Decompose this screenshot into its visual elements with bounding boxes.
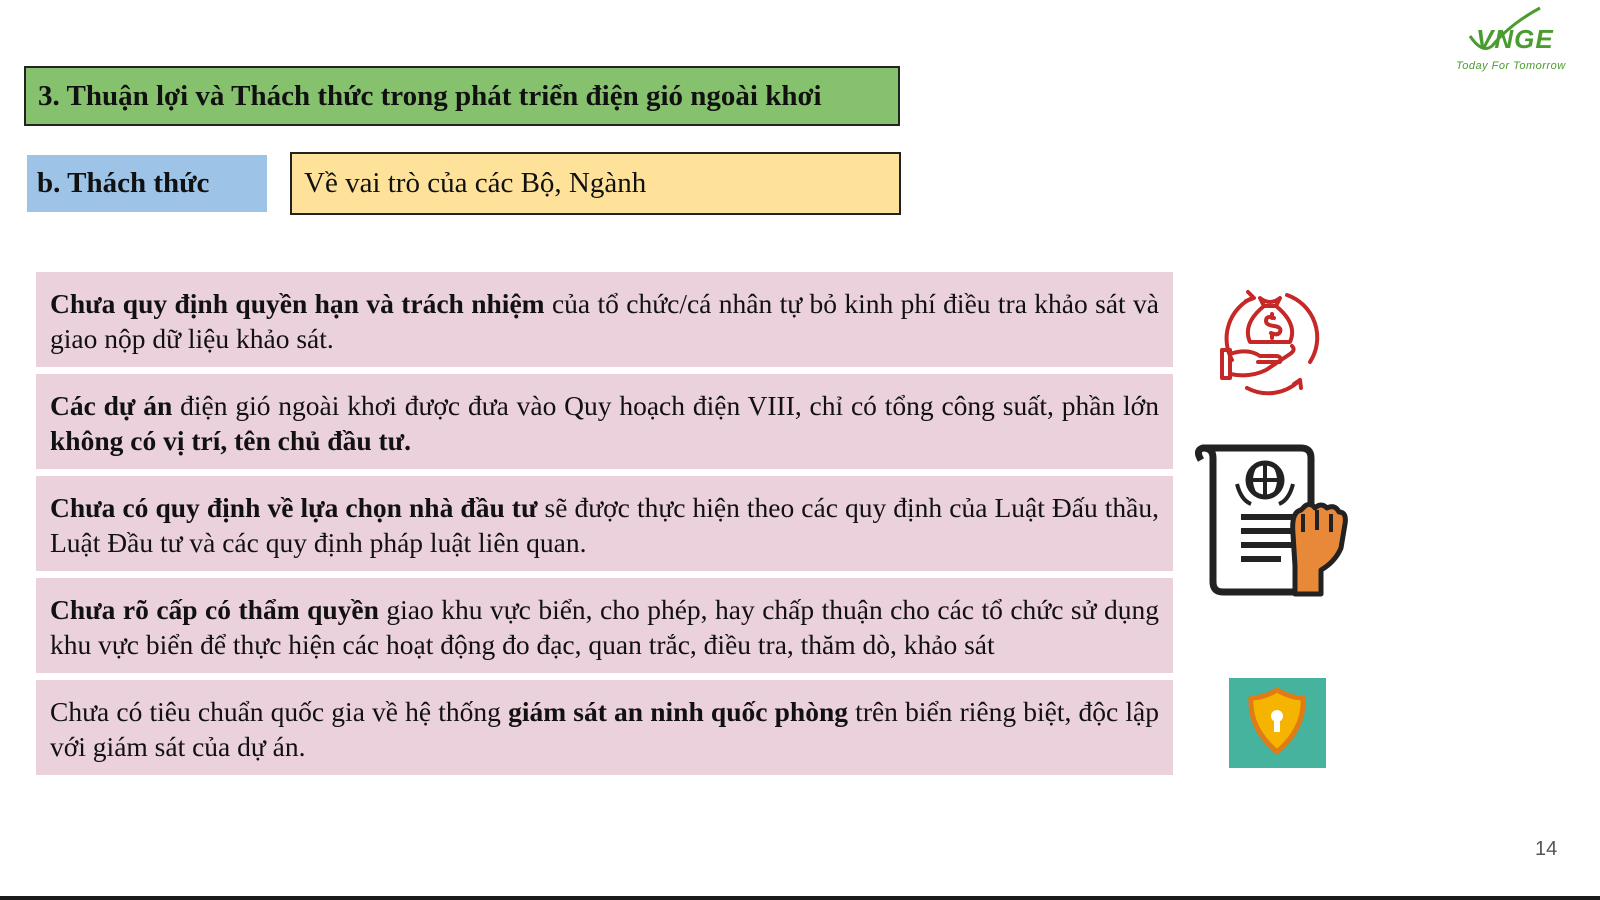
slide-title: 3. Thuận lợi và Thách thức trong phát triển điện gió ngoài khơi bbox=[24, 66, 900, 126]
item-emphasis-text: Chưa rõ cấp có thẩm quyền bbox=[50, 594, 379, 625]
item-emphasis-text: Các dự án bbox=[50, 390, 173, 421]
document-globe-fist-icon bbox=[1195, 444, 1355, 604]
challenge-item bbox=[36, 272, 1173, 367]
item-emphasis-text: Chưa quy định quyền hạn và trách nhiệm bbox=[50, 288, 545, 319]
shield-lock-icon bbox=[1229, 678, 1326, 768]
item-text: điện gió ngoài khơi được đưa vào Quy hoạch điện VIII, chỉ có tổng công suất, phần lớn bbox=[172, 390, 1159, 421]
bottom-divider bbox=[0, 896, 1600, 900]
item-text: trên biển riêng biệt, độc lập với giám sát của dự án. bbox=[50, 696, 1159, 762]
challenge-item bbox=[36, 680, 1173, 775]
section-topic: Về vai trò của các Bộ, Ngành bbox=[290, 152, 901, 215]
money-bag-hand-icon bbox=[1212, 280, 1327, 400]
item-text: giao khu vực biển, cho phép, hay chấp thuận cho các tổ chức sử dụng khu vực biển để thực hiện các hoạt động đo đạc, quan trắc, điều tra, thăm dò, khảo sát bbox=[50, 594, 1159, 660]
item-text: sẽ được thực hiện theo các quy định của Luật Đấu thầu, Luật Đầu tư và các quy định pháp luật liên quan. bbox=[50, 492, 1159, 558]
item-text: Chưa có tiêu chuẩn quốc gia về hệ thống bbox=[50, 696, 509, 727]
section-label: b. Thách thức bbox=[27, 155, 267, 212]
logo-tagline: Today For Tomorrow bbox=[1456, 60, 1566, 72]
item-emphasis-text: Chưa có quy định về lựa chọn nhà đầu tư bbox=[50, 492, 538, 523]
challenge-item bbox=[36, 476, 1173, 571]
challenge-item bbox=[36, 578, 1173, 673]
page-number: 14 bbox=[1535, 838, 1558, 860]
item-text: của tổ chức/cá nhân tự bỏ kinh phí điều tra khảo sát và giao nộp dữ liệu khảo sát. bbox=[50, 288, 1160, 354]
challenge-item bbox=[36, 374, 1173, 469]
item-emphasis-text: không có vị trí, tên chủ đầu tư. bbox=[50, 425, 412, 456]
vnge-logo bbox=[1452, 6, 1598, 76]
item-emphasis-text: giám sát an ninh quốc phòng bbox=[508, 696, 849, 727]
logo-wordmark: VNGE bbox=[1476, 24, 1554, 54]
